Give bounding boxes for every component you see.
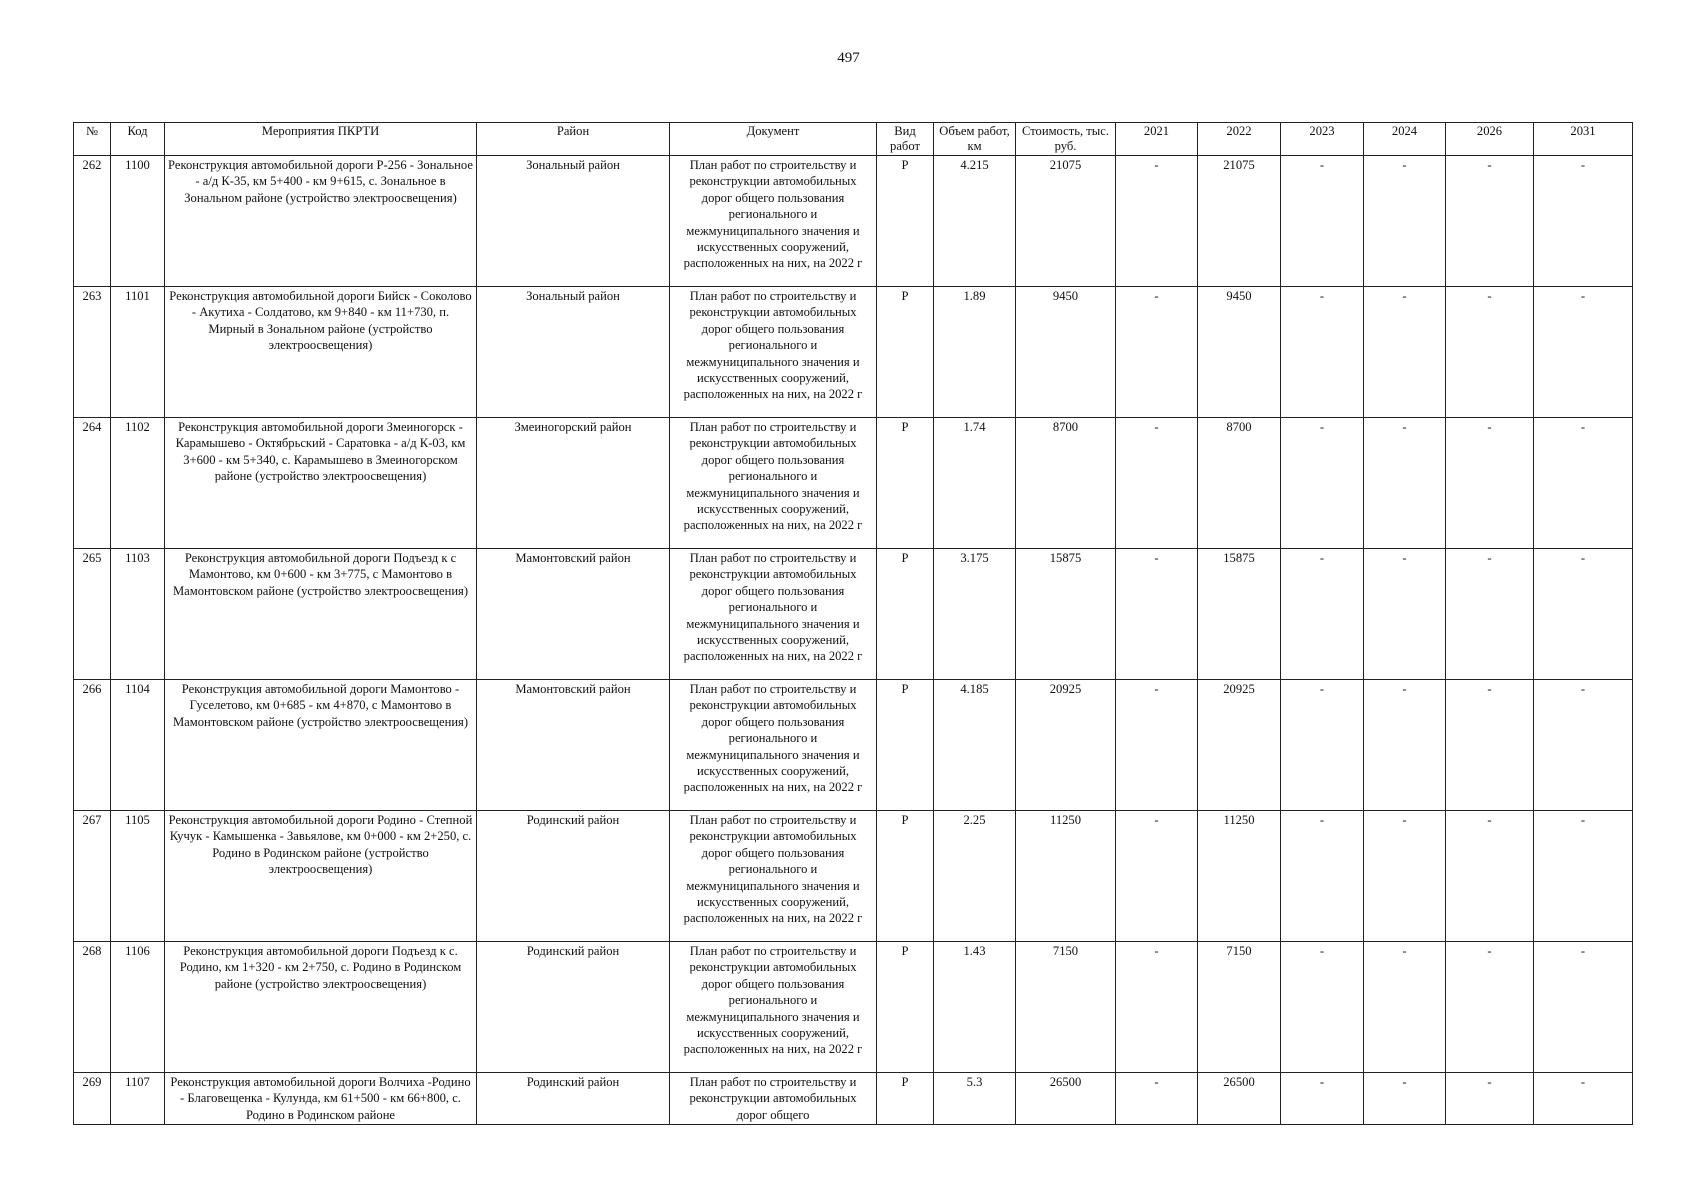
row-2026: -	[1446, 942, 1534, 1073]
row-work: Реконструкция автомобильной дороги Родино - Степной Кучук - Камышенка - Завьялове, км 0+000 - км 2+250, с. Родино в Родинском районе (устройство электроосвещения)	[165, 811, 477, 942]
row-2021: -	[1116, 287, 1198, 418]
row-document: План работ по строительству и реконструкции автомобильных дорог общего пользования регионального и межмуниципального значения и искусственных сооружений, расположенных на них, на 2022 г	[670, 287, 877, 418]
header-2023: 2023	[1281, 123, 1364, 156]
row-2024: -	[1364, 942, 1446, 1073]
table-row	[74, 418, 1633, 549]
row-number: 265	[74, 549, 111, 680]
row-document: План работ по строительству и реконструкции автомобильных дорог общего	[670, 1073, 877, 1125]
row-2021: -	[1116, 811, 1198, 942]
row-work: Реконструкция автомобильной дороги Мамонтово - Гуселетово, км 0+685 - км 4+870, с Мамонтово в Мамонтовском районе (устройство электроосвещения)	[165, 680, 477, 811]
row-2026: -	[1446, 811, 1534, 942]
row-number: 267	[74, 811, 111, 942]
row-2024: -	[1364, 156, 1446, 287]
row-district: Родинский район	[477, 811, 670, 942]
row-document: План работ по строительству и реконструкции автомобильных дорог общего пользования регионального и межмуниципального значения и искусственных сооружений, расположенных на них, на 2022 г	[670, 418, 877, 549]
row-2026: -	[1446, 549, 1534, 680]
header-cost: Стоимость, тыс. руб.	[1016, 123, 1116, 156]
row-district: Родинский район	[477, 1073, 670, 1125]
header-2021: 2021	[1116, 123, 1198, 156]
header-document: Документ	[670, 123, 877, 156]
row-2022: 9450	[1198, 287, 1281, 418]
table-row	[74, 156, 1633, 287]
row-volume: 1.74	[934, 418, 1016, 549]
row-type: Р	[877, 156, 934, 287]
row-2022: 20925	[1198, 680, 1281, 811]
row-2031: -	[1534, 156, 1633, 287]
row-district: Мамонтовский район	[477, 549, 670, 680]
row-2024: -	[1364, 1073, 1446, 1125]
row-2031: -	[1534, 942, 1633, 1073]
row-2022: 8700	[1198, 418, 1281, 549]
page-number: 497	[837, 50, 860, 66]
header-district: Район	[477, 123, 670, 156]
row-number: 264	[74, 418, 111, 549]
row-volume: 4.215	[934, 156, 1016, 287]
table-body	[74, 156, 1633, 1125]
table-row	[74, 942, 1633, 1073]
header-2024: 2024	[1364, 123, 1446, 156]
row-cost: 7150	[1016, 942, 1116, 1073]
row-cost: 8700	[1016, 418, 1116, 549]
row-2022: 11250	[1198, 811, 1281, 942]
row-code: 1106	[111, 942, 165, 1073]
projects-table	[73, 122, 1633, 1125]
row-2021: -	[1116, 1073, 1198, 1125]
row-volume: 4.185	[934, 680, 1016, 811]
row-document: План работ по строительству и реконструкции автомобильных дорог общего пользования регионального и межмуниципального значения и искусственных сооружений, расположенных на них, на 2022 г	[670, 680, 877, 811]
header-work: Мероприятия ПКРТИ	[165, 123, 477, 156]
row-2022: 15875	[1198, 549, 1281, 680]
row-2023: -	[1281, 680, 1364, 811]
row-2021: -	[1116, 942, 1198, 1073]
row-2024: -	[1364, 287, 1446, 418]
row-2023: -	[1281, 156, 1364, 287]
header-2031: 2031	[1534, 123, 1633, 156]
row-2022: 7150	[1198, 942, 1281, 1073]
row-cost: 9450	[1016, 287, 1116, 418]
row-2031: -	[1534, 680, 1633, 811]
row-2031: -	[1534, 287, 1633, 418]
row-code: 1104	[111, 680, 165, 811]
table-header-row	[74, 123, 1633, 156]
header-volume: Объем работ, км	[934, 123, 1016, 156]
row-2022: 21075	[1198, 156, 1281, 287]
row-2023: -	[1281, 549, 1364, 680]
row-cost: 26500	[1016, 1073, 1116, 1125]
row-type: Р	[877, 1073, 934, 1125]
table-row	[74, 549, 1633, 680]
row-2021: -	[1116, 549, 1198, 680]
row-work: Реконструкция автомобильной дороги Подъезд к с Мамонтово, км 0+600 - км 3+775, с Мамонтово в Мамонтовском районе (устройство электроосвещения)	[165, 549, 477, 680]
row-2026: -	[1446, 1073, 1534, 1125]
row-work: Реконструкция автомобильной дороги Подъезд к с. Родино, км 1+320 - км 2+750, с. Родино в Родинском районе (устройство электроосвещения)	[165, 942, 477, 1073]
row-2031: -	[1534, 549, 1633, 680]
row-code: 1100	[111, 156, 165, 287]
table-row	[74, 287, 1633, 418]
row-district: Мамонтовский район	[477, 680, 670, 811]
row-2023: -	[1281, 942, 1364, 1073]
row-code: 1102	[111, 418, 165, 549]
row-2021: -	[1116, 156, 1198, 287]
table-row	[74, 680, 1633, 811]
row-number: 268	[74, 942, 111, 1073]
row-cost: 15875	[1016, 549, 1116, 680]
row-number: 266	[74, 680, 111, 811]
row-2023: -	[1281, 287, 1364, 418]
row-2024: -	[1364, 811, 1446, 942]
row-type: Р	[877, 680, 934, 811]
row-number: 263	[74, 287, 111, 418]
row-number: 262	[74, 156, 111, 287]
row-number: 269	[74, 1073, 111, 1125]
row-2031: -	[1534, 418, 1633, 549]
row-2021: -	[1116, 680, 1198, 811]
row-document: План работ по строительству и реконструкции автомобильных дорог общего пользования регионального и межмуниципального значения и искусственных сооружений, расположенных на них, на 2022 г	[670, 942, 877, 1073]
row-volume: 2.25	[934, 811, 1016, 942]
row-type: Р	[877, 942, 934, 1073]
row-work: Реконструкция автомобильной дороги Р-256 - Зональное - а/д К-35, км 5+400 - км 9+615, с. Зональное в Зональном районе (устройство электроосвещения)	[165, 156, 477, 287]
row-cost: 21075	[1016, 156, 1116, 287]
row-code: 1101	[111, 287, 165, 418]
row-document: План работ по строительству и реконструкции автомобильных дорог общего пользования регионального и межмуниципального значения и искусственных сооружений, расположенных на них, на 2022 г	[670, 156, 877, 287]
row-cost: 20925	[1016, 680, 1116, 811]
row-2023: -	[1281, 1073, 1364, 1125]
row-type: Р	[877, 287, 934, 418]
row-code: 1107	[111, 1073, 165, 1125]
row-cost: 11250	[1016, 811, 1116, 942]
row-2023: -	[1281, 418, 1364, 549]
header-2026: 2026	[1446, 123, 1534, 156]
row-volume: 5.3	[934, 1073, 1016, 1125]
header-type: Вид работ	[877, 123, 934, 156]
row-type: Р	[877, 549, 934, 680]
row-type: Р	[877, 811, 934, 942]
row-2021: -	[1116, 418, 1198, 549]
table-row	[74, 811, 1633, 942]
row-2026: -	[1446, 156, 1534, 287]
row-2024: -	[1364, 418, 1446, 549]
row-2031: -	[1534, 811, 1633, 942]
row-2022: 26500	[1198, 1073, 1281, 1125]
row-2026: -	[1446, 418, 1534, 549]
row-2024: -	[1364, 680, 1446, 811]
row-volume: 3.175	[934, 549, 1016, 680]
row-2023: -	[1281, 811, 1364, 942]
row-volume: 1.89	[934, 287, 1016, 418]
row-district: Зональный район	[477, 156, 670, 287]
row-work: Реконструкция автомобильной дороги Змеиногорск - Карамышево - Октябрьский - Саратовка - а/д К-03, км 3+600 - км 5+340, с. Карамышево в Змеиногорском районе (устройство электроосвещения)	[165, 418, 477, 549]
header-code: Код	[111, 123, 165, 156]
row-volume: 1.43	[934, 942, 1016, 1073]
row-2026: -	[1446, 680, 1534, 811]
row-work: Реконструкция автомобильной дороги Волчиха -Родино - Благовещенка - Кулунда, км 61+500 - км 66+800, с. Родино в Родинском районе	[165, 1073, 477, 1125]
header-2022: 2022	[1198, 123, 1281, 156]
row-district: Родинский район	[477, 942, 670, 1073]
row-type: Р	[877, 418, 934, 549]
row-2024: -	[1364, 549, 1446, 680]
row-district: Змеиногорский район	[477, 418, 670, 549]
row-code: 1105	[111, 811, 165, 942]
table-row	[74, 1073, 1633, 1125]
row-2026: -	[1446, 287, 1534, 418]
row-document: План работ по строительству и реконструкции автомобильных дорог общего пользования регионального и межмуниципального значения и искусственных сооружений, расположенных на них, на 2022 г	[670, 549, 877, 680]
header-number: №	[74, 123, 111, 156]
row-2031: -	[1534, 1073, 1633, 1125]
row-district: Зональный район	[477, 287, 670, 418]
row-work: Реконструкция автомобильной дороги Бийск - Соколово - Акутиха - Солдатово, км 9+840 - км 11+730, п. Мирный в Зональном районе (устройство электроосвещения)	[165, 287, 477, 418]
row-code: 1103	[111, 549, 165, 680]
row-document: План работ по строительству и реконструкции автомобильных дорог общего пользования регионального и межмуниципального значения и искусственных сооружений, расположенных на них, на 2022 г	[670, 811, 877, 942]
